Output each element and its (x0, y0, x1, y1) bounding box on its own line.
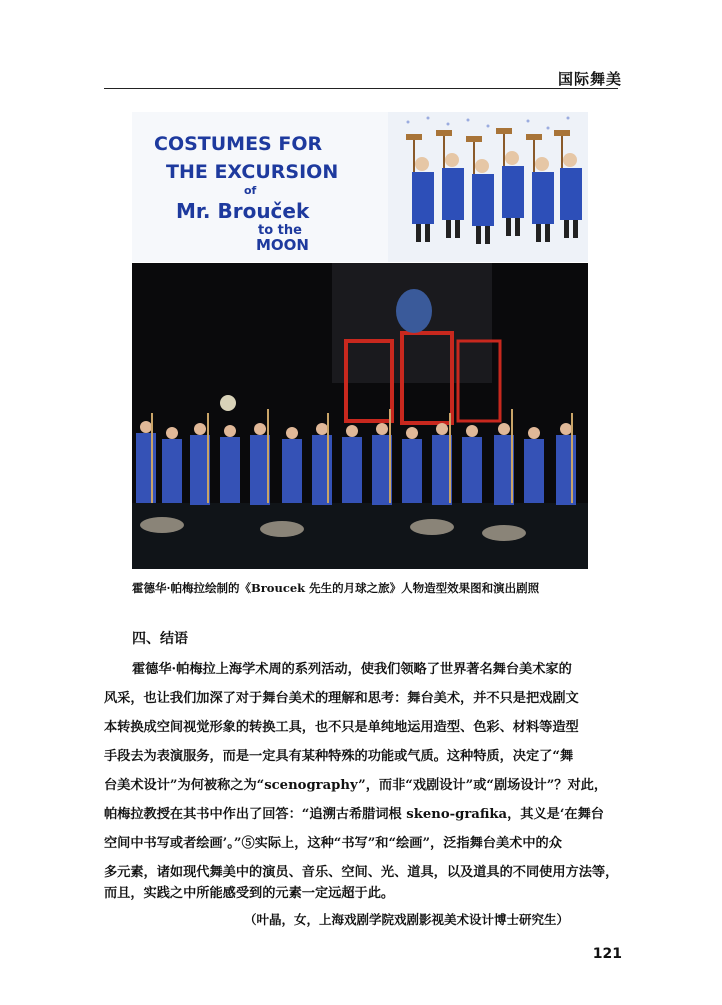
svg-text:of: of (244, 184, 257, 197)
svg-text:COSTUMES FOR: COSTUMES FOR (154, 133, 323, 155)
author-note: （叶晶，女，上海戏剧学院戏剧影视美术设计博士研究生） (244, 912, 570, 927)
body-line: 风采，也让我们加深了对于舞台美术的理解和思考：舞台美术，并不只是把戏剧文 (104, 691, 579, 706)
stage-scene-drawing (132, 263, 588, 569)
body-line: 霍德华·帕梅拉上海学术周的系列活动，使我们领略了世界著名舞台美术家的 (132, 662, 572, 677)
body-line: 空间中书写或者绘画’。”⑤实际上，这种“书写”和“绘画”，泛指舞台美术中的众 (104, 836, 562, 851)
body-line: 手段去为表演服务，而是一定具有某种特殊的功能或气质。这种特质，决定了“舞 (104, 749, 574, 764)
svg-text:MOON: MOON (256, 236, 309, 252)
page-number: 121 (592, 946, 622, 962)
svg-text:to the: to the (258, 223, 302, 238)
stage-performance-photo (132, 263, 588, 569)
svg-text:Mr. Brouček: Mr. Brouček (176, 199, 310, 223)
svg-text:THE EXCURSION: THE EXCURSION (166, 161, 339, 183)
body-line: 台美术设计”为何被称之为“scenography”，而非“戏剧设计”或“剧场设计”？对此， (104, 778, 608, 793)
body-line: 多元素，诸如现代舞美中的演员、音乐、空间、光、道具，以及道具的不同使用方法等， (104, 865, 619, 880)
body-line: 帕梅拉教授在其书中作出了回答：“追溯古希腊词根 skeno-grafika，其义是‘在舞台 (104, 807, 604, 822)
costume-figures-drawing (388, 112, 588, 262)
costume-title-lettering (148, 122, 388, 252)
section-heading: 四、结语 (132, 631, 188, 647)
body-line: 而且，实践之中所能感受到的元素一定远超于此。 (104, 886, 395, 901)
header-rule (104, 88, 618, 89)
running-header-title: 国际舞美 (557, 70, 622, 88)
figure-caption: 霍德华·帕梅拉绘制的《Broucek 先生的月球之旅》人物造型效果图和演出剧照 (132, 581, 540, 595)
costume-sketch-image (132, 112, 588, 262)
body-line: 本转换成空间视觉形象的转换工具，也不只是单纯地运用造型、色彩、材料等造型 (104, 720, 579, 735)
